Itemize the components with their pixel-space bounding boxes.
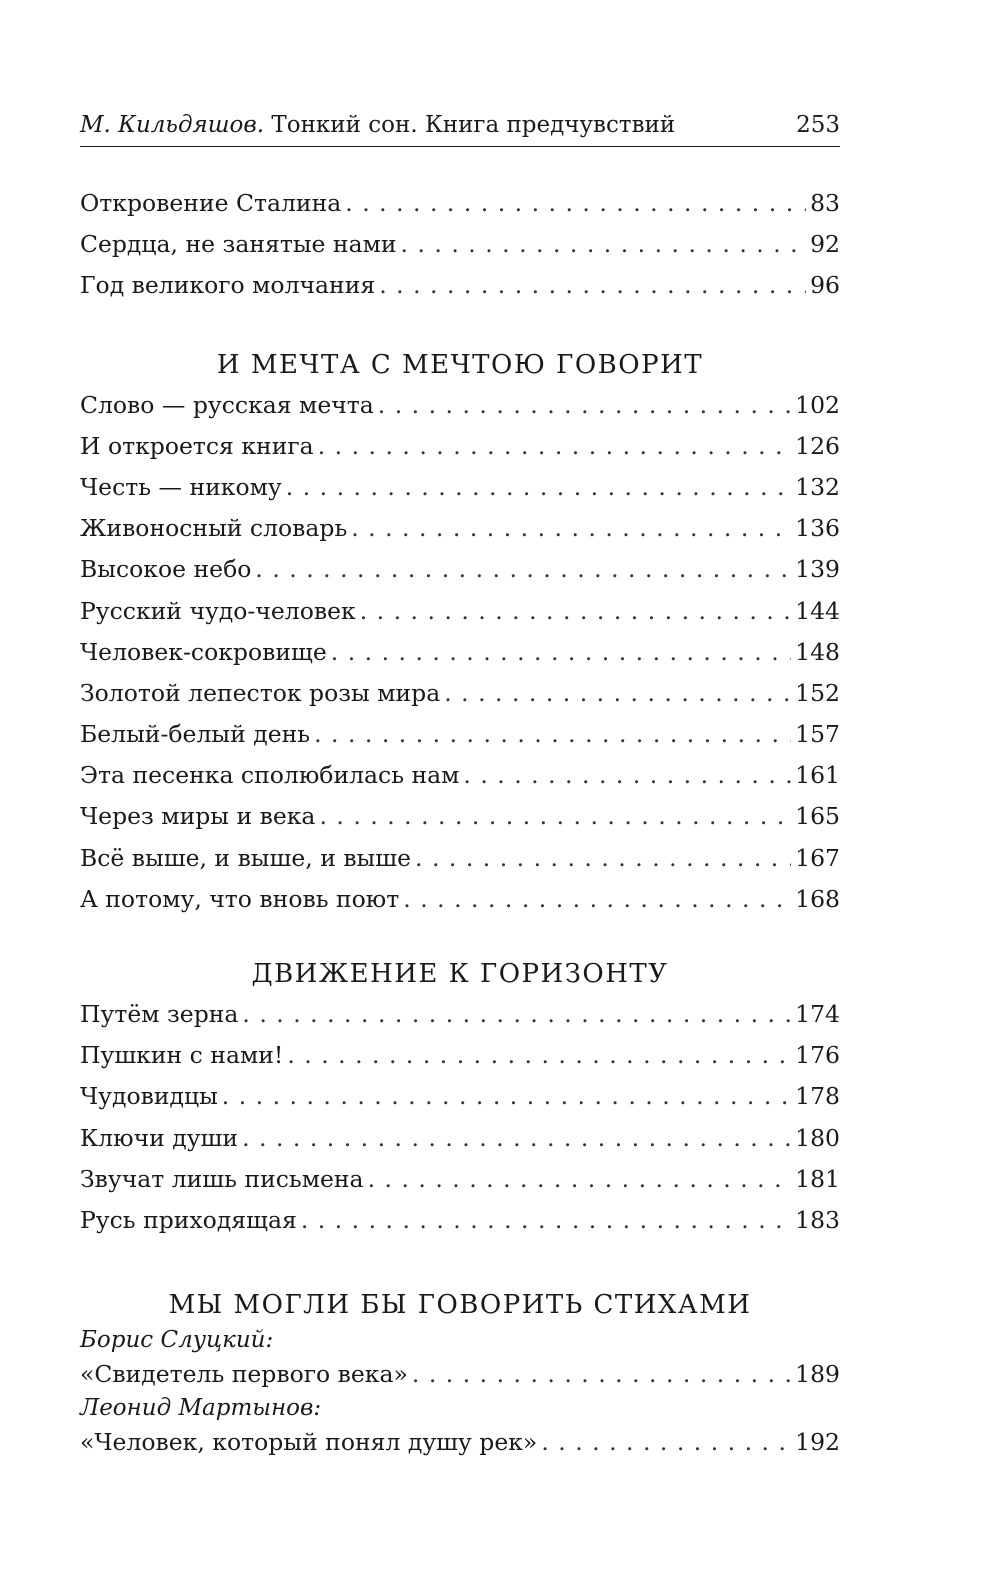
toc-entry-page: 96 [810,271,840,300]
toc-entry-page: 165 [795,802,840,831]
toc-entry-title: Через миры и века [80,802,316,831]
section-heading: МЫ МОГЛИ БЫ ГОВОРИТЬ СТИХАМИ [168,1290,752,1321]
dot-leader [444,673,791,714]
dot-leader [541,1423,791,1461]
toc-entry[interactable] [80,426,840,467]
toc-entry-page: 178 [795,1082,840,1111]
dot-leader [255,549,791,590]
toc-entry[interactable] [80,879,840,920]
toc-entry[interactable] [80,1035,840,1076]
toc-entry[interactable] [80,994,840,1035]
dot-leader [412,1355,791,1393]
toc-entry-page: 161 [795,761,840,790]
toc-entry-title: Год великого молчания [80,271,376,300]
toc-entry[interactable] [80,183,840,224]
dot-leader [403,879,791,920]
toc-entry-title: Русь приходящая [80,1205,297,1234]
toc-entry[interactable] [80,755,840,796]
dot-leader [314,714,791,755]
toc-entry-title: Честь — никому [80,472,282,501]
toc-entry-page: 148 [795,637,840,666]
toc-entry-title: Живоносный словарь [80,514,348,543]
table-of-contents [80,183,840,1461]
dot-leader [318,426,791,467]
toc-entry-page: 183 [795,1205,840,1234]
header-text [80,112,675,138]
header-author: М. Кильдяшов. [80,112,265,138]
toc-entry-page: 144 [795,596,840,625]
dot-leader [379,265,806,306]
dot-leader [415,838,791,879]
toc-entry-page: 126 [795,431,840,460]
toc-entry-page: 167 [795,843,840,872]
toc-entry-page: 136 [795,514,840,543]
toc-entry-page: 139 [795,555,840,584]
toc-entry[interactable] [80,591,840,632]
toc-entry-page: 152 [795,678,840,707]
toc-entry-title: «Человек, который понял душу рек» [80,1428,538,1457]
dot-leader [378,385,791,426]
toc-entry-page: 181 [795,1164,840,1193]
toc-entry[interactable] [80,632,840,673]
poet-name: Леонид Мартынов: [80,1395,322,1422]
dot-leader [287,1035,791,1076]
toc-entry[interactable] [80,1355,840,1393]
dot-leader [331,632,791,673]
toc-entry-page: 189 [795,1360,840,1389]
toc-entry[interactable] [80,1118,840,1159]
toc-entry-title: Высокое небо [80,555,252,584]
toc-entry-title: Пушкин с нами! [80,1041,284,1070]
toc-entry-page: 168 [795,884,840,913]
toc-entry-title: Откровение Сталина [80,189,342,217]
toc-entry[interactable] [80,796,840,837]
toc-entry[interactable] [80,467,840,508]
toc-entry[interactable] [80,1200,840,1241]
toc-entry[interactable] [80,549,840,590]
dot-leader [345,183,806,224]
toc-entry[interactable] [80,385,840,426]
section-heading: И МЕЧТА С МЕЧТОЮ ГОВОРИТ [216,349,704,380]
toc-entry-title: Человек-сокровище [80,637,327,666]
dot-leader [286,467,791,508]
toc-entry-page: 180 [795,1123,840,1152]
toc-entry-page: 157 [795,720,840,749]
toc-entry[interactable] [80,1423,840,1461]
header-page-number: 253 [796,112,840,138]
toc-entry[interactable] [80,673,840,714]
dot-leader [242,1118,791,1159]
toc-entry-title: Слово — русская мечта [80,390,374,419]
toc-entry-title: Сердца, не занятые нами [80,230,397,259]
toc-entry-title: Золотой лепесток розы мира [80,678,441,707]
toc-entry-page: 83 [810,189,840,217]
toc-entry[interactable] [80,265,840,306]
dot-leader [401,224,807,265]
toc-entry-page: 176 [795,1041,840,1070]
dot-leader [319,796,791,837]
toc-entry-title: Русский чудо-человек [80,596,356,625]
toc-entry-title: Эта песенка сполюбилась нам [80,761,460,790]
toc-entry-page: 174 [795,1000,840,1028]
dot-leader [463,755,791,796]
section-heading: ДВИЖЕНИЕ К ГОРИЗОНТУ [251,959,669,989]
toc-entry-title: «Свидетель первого века» [80,1360,408,1389]
toc-entry-title: Путём зерна [80,1000,239,1028]
toc-entry-title: И откроется книга [80,431,314,460]
toc-entry[interactable] [80,838,840,879]
toc-entry-page: 132 [795,472,840,501]
toc-entry-page: 92 [810,230,840,259]
dot-leader [351,508,791,549]
toc-entry-title: Звучат лишь письмена [80,1164,364,1193]
toc-entry[interactable] [80,224,840,265]
dot-leader [360,591,791,632]
toc-entry-title: Всё выше, и выше, и выше [80,843,412,872]
dot-leader [368,1159,792,1200]
toc-entry-title: А потому, что вновь поют [80,884,400,913]
toc-entry-page: 102 [795,390,840,419]
dot-leader [242,994,791,1035]
dot-leader [222,1076,791,1117]
dot-leader [301,1200,791,1241]
running-header [80,112,840,147]
poet-name: Борис Слуцкий: [80,1327,274,1354]
toc-entry-title: Ключи души [80,1123,239,1152]
toc-entry[interactable] [80,714,840,755]
toc-entry[interactable] [80,1159,840,1200]
header-book-title: Тонкий сон. Книга предчувствий [271,112,676,138]
toc-entry[interactable] [80,1076,840,1117]
toc-entry-page: 192 [795,1428,840,1457]
toc-entry-title: Чудовидцы [80,1082,218,1111]
toc-entry[interactable] [80,508,840,549]
toc-entry-title: Белый-белый день [80,720,311,749]
